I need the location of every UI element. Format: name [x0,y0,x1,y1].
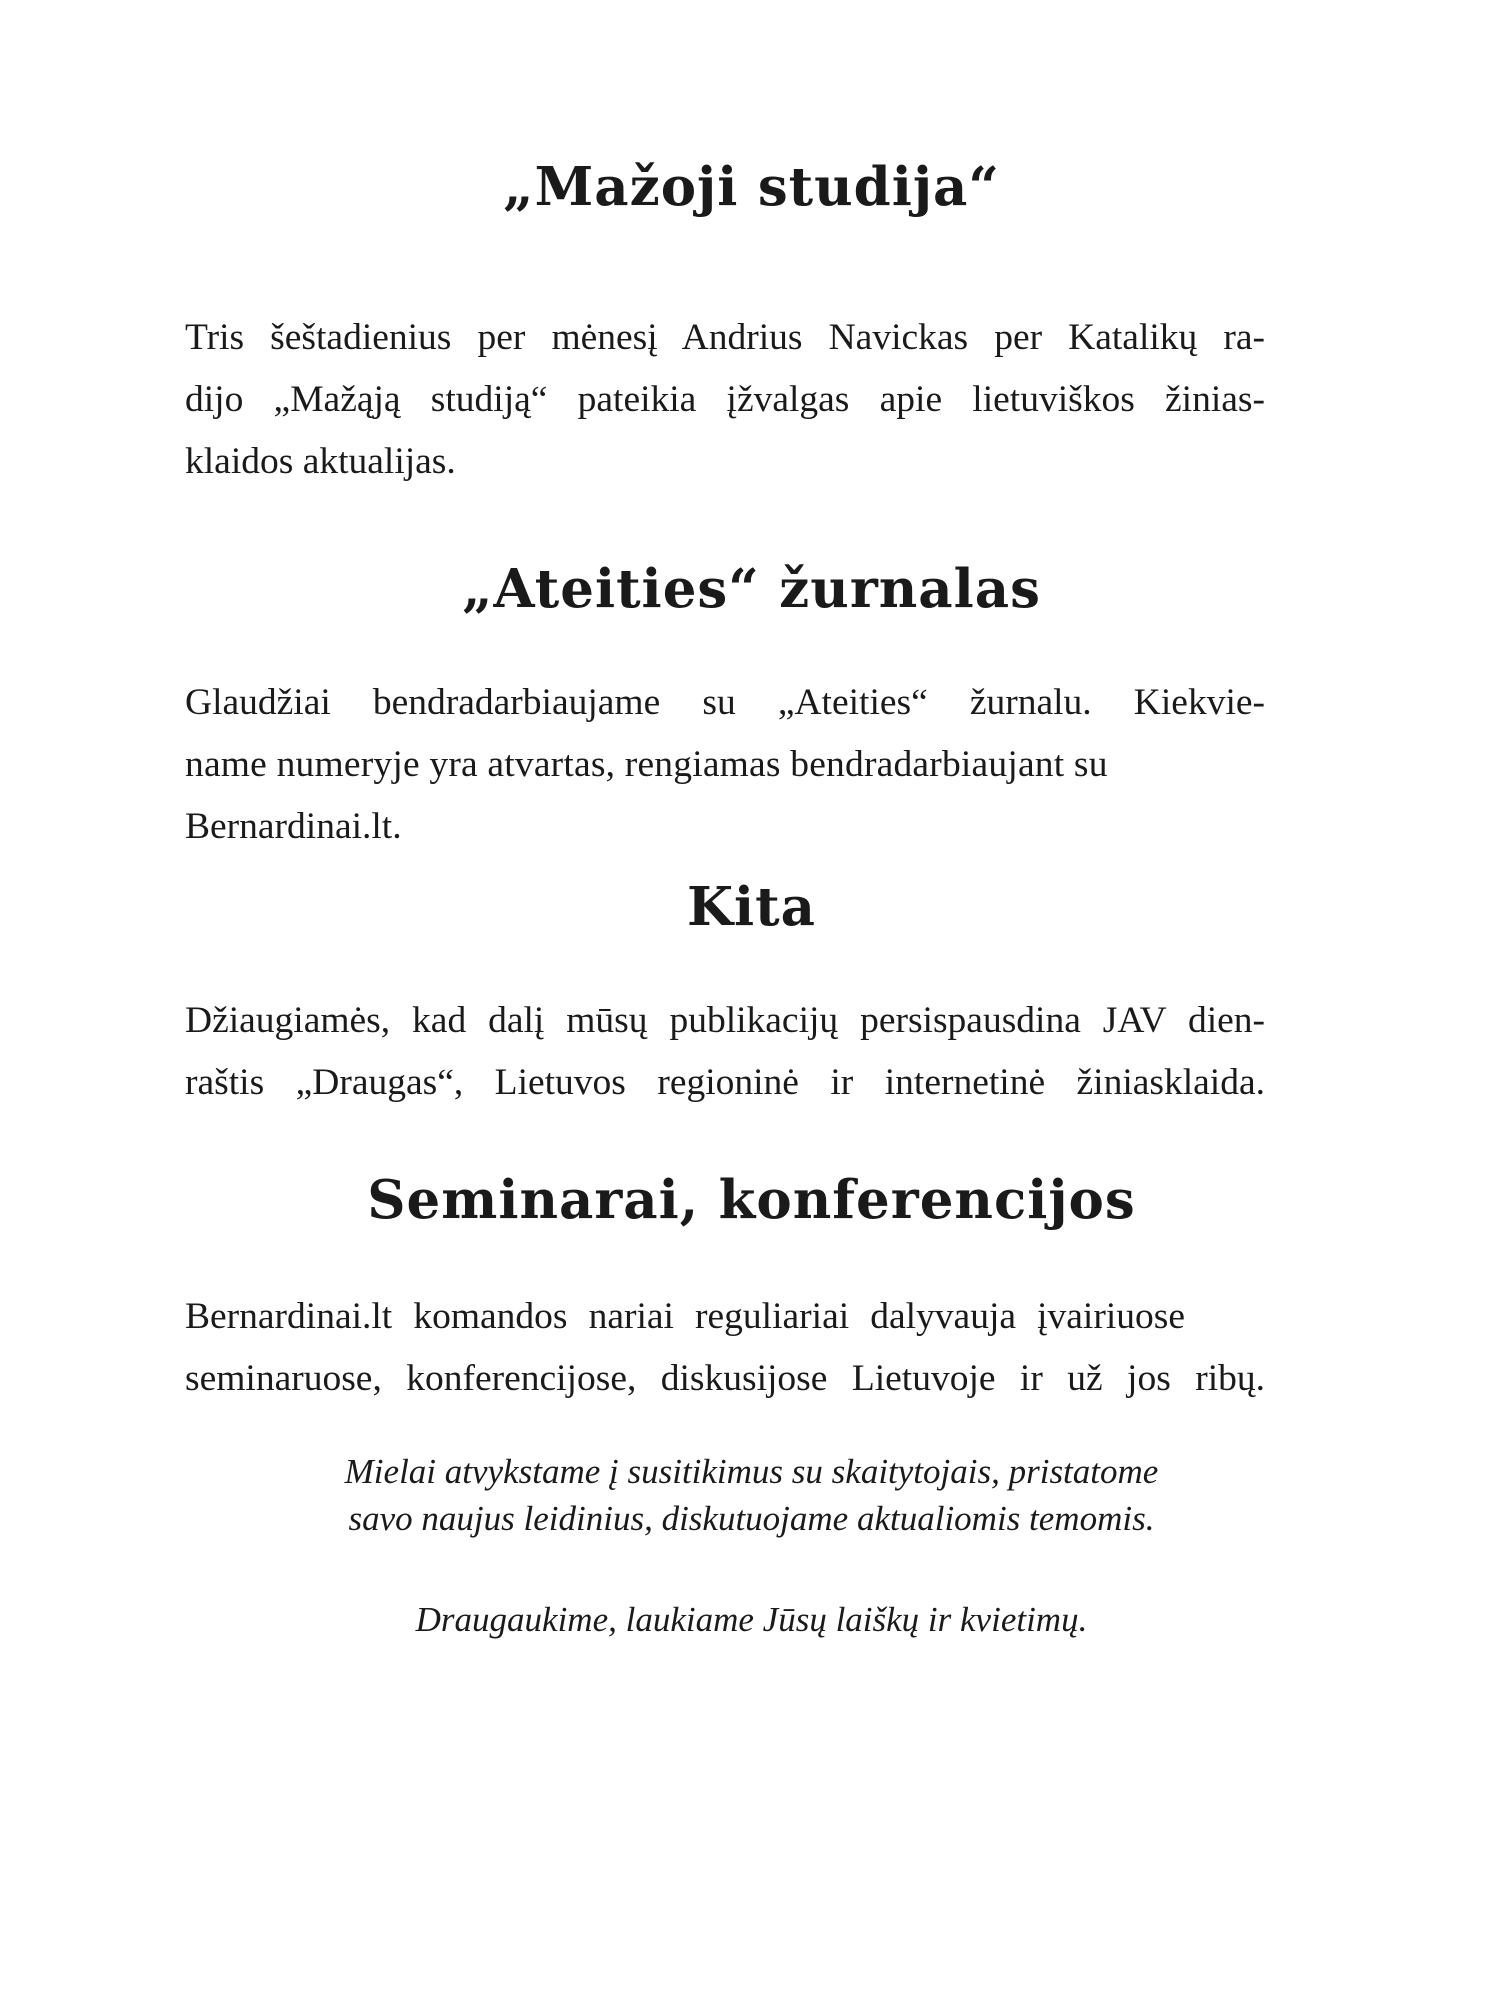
section-body-kita [185,990,1265,1114]
closing-invitation [0,1448,1503,1542]
text-line: seminaruose, konferencijose, diskusijose Lietuvoje ir už jos ribų. [185,1358,1265,1399]
closing-farewell: Draugaukime, laukiame Jūsų laiškų ir kvietimų. [415,1600,1088,1639]
section-heading-seminarai: Seminarai, konferencijos [367,1169,1136,1231]
text-line: klaidos aktualijas. [185,441,456,482]
text-line: Bernardinai.lt komandos nariai reguliariai dalyvauja įvairiuose [185,1296,1185,1337]
text-line: Tris šeštadienius per mėnesį Andrius Navickas per Katalikų ra- [185,317,1265,358]
text-line: Mielai atvykstame į susitikimus su skaitytojais, pristatome [344,1452,1159,1491]
section-heading-ateities-zurnalas: „Ateities“ žurnalas [462,558,1041,620]
text-line: raštis „Draugas“, Lietuvos regioninė ir internetinė žiniasklaida. [185,1062,1265,1103]
text-line: Glaudžiai bendradarbiaujame su „Ateities“ žurnalu. Kiekvie- [185,682,1265,723]
section-body-mazoji-studija [185,307,1265,493]
section-heading-kita: Kita [686,876,817,938]
text-line: savo naujus leidinius, diskutuojame aktualiomis temomis. [348,1499,1155,1538]
text-line: Bernardinai.lt. [185,806,402,847]
section-body-ateities-zurnalas [185,672,1265,858]
section-heading-mazoji-studija: „Mažoji studija“ [503,156,1000,218]
text-line: dijo „Mažąją studiją“ pateikia įžvalgas apie lietuviškos žinias- [185,379,1265,420]
text-line: name numeryje yra atvartas, rengiamas bendradarbiaujant su [185,744,1108,785]
section-body-seminarai [185,1286,1265,1410]
text-line: Džiaugiamės, kad dalį mūsų publikacijų persispausdina JAV dien- [185,1000,1265,1041]
